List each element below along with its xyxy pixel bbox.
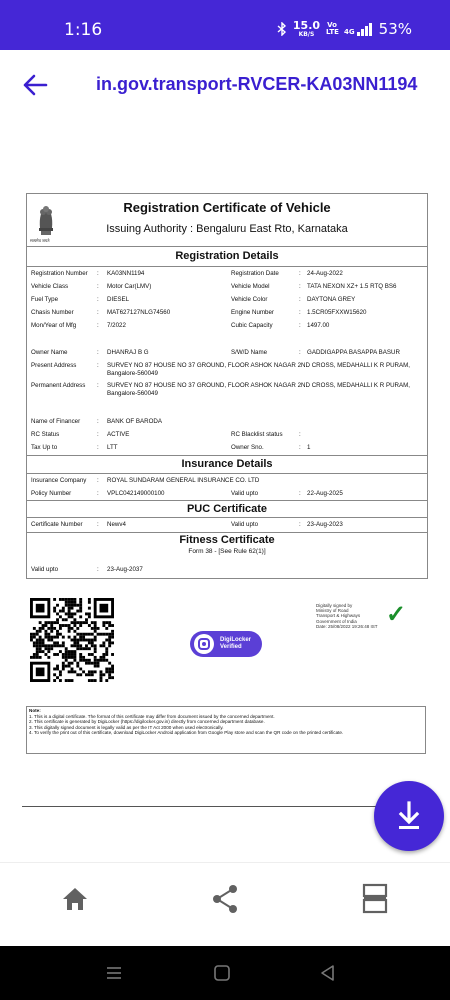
bluetooth-icon bbox=[277, 22, 287, 36]
swd-label: S/W/D Name bbox=[231, 349, 268, 356]
financer-value: BANK OF BARODA bbox=[107, 418, 163, 425]
colon: : bbox=[299, 296, 301, 303]
recents-icon[interactable] bbox=[104, 963, 124, 983]
colon: : bbox=[299, 431, 301, 438]
net-speed: 15.0 KB/S bbox=[292, 18, 321, 38]
permanent-address-value: SURVEY NO 87 HOUSE NO 37 GROUND, FLOOR ASHOK NAGAR 2ND CROSS, MEDAHALLI K R PURAM, Bangalore-560049 bbox=[107, 382, 411, 397]
chassis-value: MAT627127NLG74560 bbox=[107, 309, 171, 316]
fitness-valid-value: 23-Aug-2037 bbox=[107, 566, 143, 573]
colon: : bbox=[97, 349, 99, 356]
certificate-document bbox=[26, 193, 428, 756]
colon: : bbox=[97, 283, 99, 290]
back-triangle-icon[interactable] bbox=[318, 963, 338, 983]
insurance-company-label: Insurance Company bbox=[31, 477, 87, 484]
colon: : bbox=[97, 382, 99, 389]
policy-label: Policy Number bbox=[31, 490, 72, 497]
puc-cert-value: Newv4 bbox=[107, 521, 126, 528]
colon: : bbox=[97, 477, 99, 484]
colon: : bbox=[299, 349, 301, 356]
engine-label: Engine Number bbox=[231, 309, 274, 316]
split-view-icon[interactable] bbox=[355, 879, 395, 919]
certificate-frame bbox=[26, 193, 428, 579]
note-item: 2. This certificate is generated by DigiLocker (https://digilocker.gov.in) directly from concerned department database. bbox=[29, 719, 265, 725]
tax-label: Tax Up to bbox=[31, 444, 58, 451]
colon: : bbox=[97, 296, 99, 303]
qr-code bbox=[30, 598, 114, 682]
colon: : bbox=[97, 362, 99, 369]
digilocker-icon bbox=[194, 634, 214, 654]
colon: : bbox=[299, 322, 301, 329]
digital-signature: Digitally signed by Ministry of Road Transport & Highways Government of India Date: 25/08/2022 19:26:48 IST ✓ bbox=[316, 601, 407, 629]
volte-indicator: Vo LTE bbox=[326, 21, 339, 36]
puc-heading: PUC Certificate bbox=[186, 503, 268, 515]
checkmark-icon: ✓ bbox=[386, 601, 407, 628]
note-item: 1. This is a digital certificate. The format of this certificate may differ from document issued by the concerned department. bbox=[29, 713, 275, 719]
puc-cert-label: Certificate Number bbox=[31, 521, 83, 528]
cc-label: Cubic Capacity bbox=[231, 322, 273, 329]
colon: : bbox=[97, 521, 99, 528]
reg-no-label: Registration Number bbox=[31, 270, 88, 277]
page-title: in.gov.transport-RVCER-KA03NN1194 bbox=[96, 74, 418, 94]
color-value: DAYTONA GREY bbox=[307, 296, 356, 303]
policy-value: VPLC042149000100 bbox=[107, 490, 165, 497]
colon: : bbox=[97, 444, 99, 451]
rc-status-value: ACTIVE bbox=[107, 431, 130, 438]
present-address-label: Present Address bbox=[31, 362, 77, 369]
tax-value: LTT bbox=[107, 444, 118, 451]
colon: : bbox=[97, 566, 99, 573]
divider bbox=[27, 500, 427, 501]
divider bbox=[27, 473, 427, 474]
colon: : bbox=[299, 309, 301, 316]
blacklist-label: RC Blacklist status bbox=[231, 431, 283, 438]
insurance-company-value: ROYAL SUNDARAM GENERAL INSURANCE CO. LTD bbox=[107, 477, 260, 484]
app-bar bbox=[0, 50, 450, 120]
home-circle-icon[interactable] bbox=[212, 963, 232, 983]
divider bbox=[27, 532, 427, 533]
puc-valid-value: 23-Aug-2023 bbox=[307, 521, 343, 528]
chassis-label: Chasis Number bbox=[31, 309, 74, 316]
note-item: 3. This digitally signed document is legally valid as per the IT Act 2000 when used electronically. bbox=[29, 724, 224, 730]
financer-label: Name of Financer bbox=[31, 418, 81, 425]
battery-percent: 53% bbox=[378, 20, 412, 38]
rc-status-label: RC Status bbox=[31, 431, 60, 438]
note-item: 4. To verify the print out of this certificate, download DigiLocker Android application from Google Play store and scan the QR code on the printed certificate. bbox=[29, 730, 344, 736]
network-indicator: 4G bbox=[344, 23, 373, 36]
present-address-value: SURVEY NO 87 HOUSE NO 37 GROUND, FLOOR ASHOK NAGAR 2ND CROSS, MEDAHALLI K R PURAM, Bangalore-560049 bbox=[107, 362, 411, 377]
vclass-label: Vehicle Class bbox=[31, 283, 69, 290]
colon: : bbox=[97, 270, 99, 277]
vmodel-label: Vehicle Model bbox=[231, 283, 270, 290]
owner-label: Owner Name bbox=[31, 349, 68, 356]
colon: : bbox=[299, 490, 301, 497]
puc-valid-label: Valid upto bbox=[231, 521, 259, 528]
colon: : bbox=[97, 490, 99, 497]
download-button[interactable] bbox=[374, 781, 444, 851]
issuing-authority: Issuing Authority : Bengaluru East Rto, Karnataka bbox=[106, 223, 348, 235]
reg-no-value: KA03NN1194 bbox=[107, 270, 145, 277]
insurance-heading: Insurance Details bbox=[181, 458, 273, 470]
status-bar bbox=[0, 0, 450, 50]
share-icon[interactable] bbox=[205, 879, 245, 919]
fuel-value: DIESEL bbox=[107, 296, 130, 303]
reg-date-label: Registration Date bbox=[231, 270, 279, 277]
insurance-valid-value: 22-Aug-2025 bbox=[307, 490, 343, 497]
colon: : bbox=[299, 521, 301, 528]
status-indicators bbox=[277, 20, 412, 38]
note-title: Note: bbox=[29, 708, 41, 713]
reg-date-value: 24-Aug-2022 bbox=[307, 270, 343, 277]
colon: : bbox=[97, 418, 99, 425]
mfg-label: Mon/Year of Mfg bbox=[31, 322, 77, 329]
home-icon[interactable] bbox=[55, 879, 95, 919]
note-box bbox=[26, 706, 426, 754]
engine-value: 1.5CR05FXXW15620 bbox=[307, 309, 367, 316]
permanent-address-label: Permanent Address bbox=[31, 382, 86, 389]
certificate-title: Registration Certificate of Vehicle bbox=[123, 200, 331, 215]
registration-heading: Registration Details bbox=[175, 250, 279, 262]
fitness-heading: Fitness Certificate bbox=[179, 534, 275, 546]
divider bbox=[27, 517, 427, 518]
owner-sno-label: Owner Sno. bbox=[231, 444, 264, 451]
colon: : bbox=[97, 431, 99, 438]
swd-value: GADDIGAPPA BASAPPA BASUR bbox=[307, 349, 400, 356]
cc-value: 1497.00 bbox=[307, 322, 330, 329]
divider bbox=[27, 246, 427, 247]
status-time: 1:16 bbox=[64, 20, 103, 40]
colon: : bbox=[97, 322, 99, 329]
signal-icon bbox=[357, 23, 373, 36]
digilocker-verified-badge bbox=[190, 631, 262, 657]
insurance-valid-label: Valid upto bbox=[231, 490, 259, 497]
colon: : bbox=[299, 444, 301, 451]
vmodel-value: TATA NEXON XZ+ 1.5 RTQ BS6 bbox=[307, 283, 397, 290]
fitness-valid-label: Valid upto bbox=[31, 566, 59, 573]
colon: : bbox=[97, 309, 99, 316]
divider bbox=[27, 266, 427, 267]
download-icon bbox=[374, 781, 444, 851]
mfg-value: 7/2022 bbox=[107, 322, 126, 329]
colon: : bbox=[299, 270, 301, 277]
fuel-label: Fuel Type bbox=[31, 296, 59, 303]
bottom-navigation bbox=[0, 862, 450, 947]
fitness-subtitle: Form 38 - [See Rule 62(1)] bbox=[188, 548, 266, 555]
digilocker-text: DigiLocker Verified bbox=[220, 637, 252, 650]
emblem-caption: सत्यमेव जयते bbox=[30, 238, 50, 243]
back-arrow-icon[interactable] bbox=[22, 72, 48, 98]
divider bbox=[27, 455, 427, 456]
vclass-value: Motor Car(LMV) bbox=[107, 283, 152, 290]
colon: : bbox=[299, 283, 301, 290]
owner-value: DHANRAJ B G bbox=[107, 349, 149, 356]
color-label: Vehicle Color bbox=[231, 296, 268, 303]
page-divider bbox=[22, 806, 378, 807]
system-navigation-bar bbox=[0, 946, 450, 1000]
owner-sno-value: 1 bbox=[307, 444, 311, 451]
